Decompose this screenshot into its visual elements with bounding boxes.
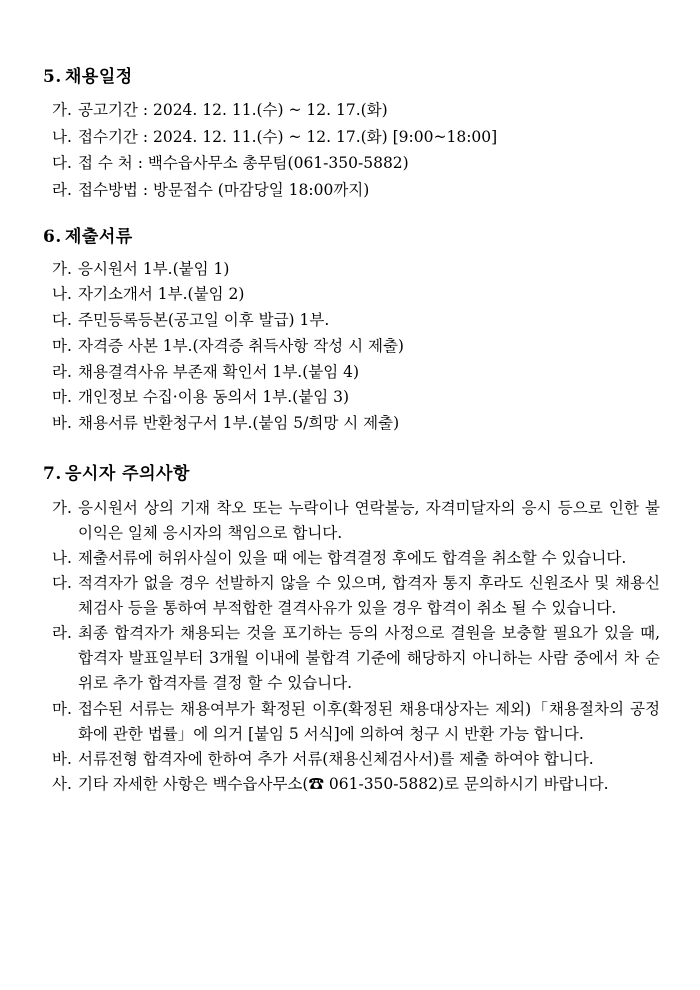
item-text: 접수방법 : 방문접수 (마감당일 18:00까지) — [78, 180, 370, 199]
item-text: 자기소개서 1부.(붙임 2) — [78, 285, 245, 304]
section-number: 5. — [43, 67, 62, 87]
section-number: 7. — [43, 463, 62, 484]
list-item — [40, 385, 660, 411]
item-text: 주민등록등본(공고일 이후 발급) 1부. — [78, 311, 330, 330]
item-marker: 마. — [52, 699, 72, 718]
item-text: 서류전형 합격자에 한하여 추가 서류(채용신체검사서)를 제출 하여야 합니다. — [78, 749, 594, 768]
item-marker: 나. — [52, 285, 72, 304]
section-title: 응시자 주의사항 — [65, 463, 190, 484]
item-text: 채용결격사유 부존재 확인서 1부.(붙임 4) — [78, 362, 360, 381]
item-marker: 마. — [52, 336, 72, 355]
list-item — [40, 308, 660, 334]
list-item — [40, 546, 660, 571]
item-marker: 라. — [52, 180, 72, 199]
item-marker: 가. — [52, 498, 72, 517]
section-heading — [40, 62, 660, 87]
section-title: 채용일정 — [65, 67, 133, 87]
list-item — [40, 334, 660, 360]
section-required-documents — [40, 222, 660, 437]
list-item — [40, 496, 660, 546]
item-marker: 나. — [52, 548, 72, 567]
item-marker: 라. — [52, 624, 72, 643]
item-marker: 나. — [52, 127, 72, 146]
list-item — [40, 697, 660, 747]
list-item — [40, 257, 660, 283]
item-text: 기타 자세한 사항은 백수읍사무소(☎ 061-350-5882)로 문의하시기 바랍니다. — [78, 774, 609, 793]
section-heading — [40, 459, 660, 484]
item-text: 최종 합격자가 채용되는 것을 포기하는 등의 사정으로 결원을 보충할 필요가 있을 때, 합격자 발표일부터 3개월 이내에 불합격 기준에 해당하지 아니하는 사람 중에서 차 순위로 추가 합격자를 결정 할 수 있습니다. — [78, 624, 660, 693]
list-item — [40, 571, 660, 621]
item-marker: 가. — [52, 101, 72, 119]
item-marker: 다. — [52, 573, 72, 592]
section-item-list — [40, 257, 660, 437]
section-number: 6. — [43, 226, 62, 247]
list-item — [40, 747, 660, 772]
list-item — [40, 411, 660, 437]
section-item-list — [40, 496, 660, 797]
list-item — [40, 621, 660, 696]
list-item — [40, 97, 660, 124]
item-marker: 사. — [52, 774, 72, 793]
item-text: 채용서류 반환청구서 1부.(붙임 5/희망 시 제출) — [78, 413, 400, 432]
item-marker: 바. — [52, 749, 72, 768]
list-item — [40, 177, 660, 204]
section-applicant-notes — [40, 459, 660, 797]
item-marker: 다. — [52, 311, 72, 330]
item-marker: 마. — [52, 388, 72, 407]
item-text: 접 수 처 : 백수읍사무소 총무팀(061-350-5882) — [78, 154, 409, 173]
item-text: 제출서류에 허위사실이 있을 때 에는 합격결정 후에도 합격을 취소할 수 있습니다. — [78, 548, 627, 567]
item-text: 개인정보 수집·이용 동의서 1부.(붙임 3) — [78, 388, 350, 407]
item-text: 공고기간 : 2024. 12. 11.(수) ~ 12. 17.(화) — [78, 101, 388, 119]
item-marker: 가. — [52, 259, 72, 278]
item-text: 응시원서 상의 기재 착오 또는 누락이나 연락불능, 자격미달자의 응시 등으로 인한 불이익은 일체 응시자의 책임으로 합니다. — [78, 498, 660, 542]
list-item — [40, 150, 660, 177]
item-text: 적격자가 없을 경우 선발하지 않을 수 있으며, 합격자 통지 후라도 신원조사 및 채용신체검사 등을 통하여 부적합한 결격사유가 있을 경우 합격이 취소 될 수 있습니다. — [78, 573, 660, 618]
section-recruitment-schedule — [40, 62, 660, 204]
item-text: 응시원서 1부.(붙임 1) — [78, 259, 230, 278]
list-item — [40, 282, 660, 308]
section-item-list — [40, 97, 660, 204]
item-text: 접수된 서류는 채용여부가 확정된 이후(확정된 채용대상자는 제외)「채용절차의 공정화에 관한 법률」에 의거 [붙임 5 서식]에 의하여 청구 시 반환 가능 합니다. — [78, 699, 660, 743]
list-item — [40, 360, 660, 386]
section-title: 제출서류 — [65, 226, 133, 247]
item-text: 자격증 사본 1부.(자격증 취득사항 작성 시 제출) — [78, 336, 404, 355]
item-text: 접수기간 : 2024. 12. 11.(수) ~ 12. 17.(화) [9:00~18:00] — [78, 127, 498, 146]
item-marker: 다. — [52, 154, 72, 173]
section-heading — [40, 222, 660, 247]
item-marker: 라. — [52, 362, 72, 381]
list-item — [40, 772, 660, 797]
list-item — [40, 124, 660, 151]
item-marker: 바. — [52, 413, 72, 432]
